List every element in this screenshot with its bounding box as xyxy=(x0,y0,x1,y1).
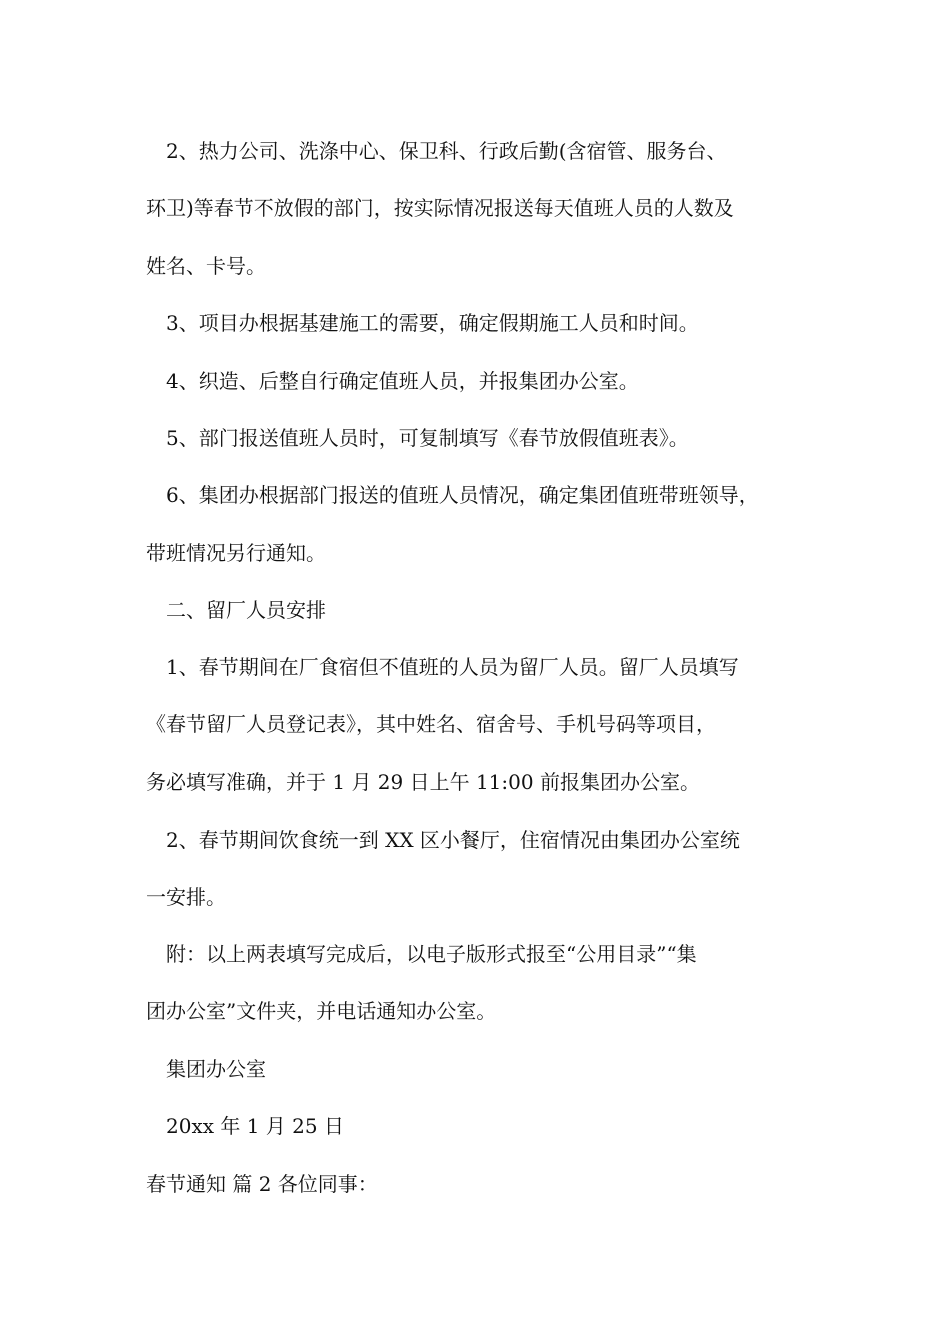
paragraph-line: 带班情况另行通知。 xyxy=(146,541,326,565)
paragraph-line: 环卫)等春节不放假的部门，按实际情况报送每天值班人员的人数及 xyxy=(146,196,734,220)
paragraph-line: 一安排。 xyxy=(146,885,226,909)
paragraph-line: 《春节留厂人员登记表》，其中姓名、宿舍号、手机号码等项目， xyxy=(146,712,716,736)
paragraph-line: 2、热力公司、洗涤中心、保卫科、行政后勤(含宿管、服务台、 xyxy=(166,139,727,163)
paragraph-line: 附：以上两表填写完成后，以电子版形式报至“公用目录”“集 xyxy=(166,942,697,966)
paragraph-line: 6、集团办根据部门报送的值班人员情况，确定集团值班带班领导， xyxy=(166,483,759,507)
signature-date: 20xx 年 1 月 25 日 xyxy=(166,1114,344,1138)
paragraph-line: 2、春节期间饮食统一到 XX 区小餐厅，住宿情况由集团办公室统 xyxy=(166,828,740,852)
signature-org: 集团办公室 xyxy=(166,1057,266,1081)
paragraph-line: 1、春节期间在厂食宿但不值班的人员为留厂人员。留厂人员填写 xyxy=(166,655,739,679)
paragraph-line: 3、项目办根据基建施工的需要，确定假期施工人员和时间。 xyxy=(166,311,699,335)
next-section-title: 春节通知 篇 2 各位同事： xyxy=(146,1172,378,1196)
paragraph-line: 5、部门报送值班人员时，可复制填写《春节放假值班表》。 xyxy=(166,426,689,450)
paragraph-line: 团办公室”文件夹，并电话通知办公室。 xyxy=(146,999,497,1023)
paragraph-line: 务必填写准确，并于 1 月 29 日上午 11:00 前报集团办公室。 xyxy=(146,770,700,794)
section-heading: 二、留厂人员安排 xyxy=(166,598,326,622)
paragraph-line: 姓名、卡号。 xyxy=(146,254,266,278)
paragraph-line: 4、织造、后整自行确定值班人员，并报集团办公室。 xyxy=(166,369,639,393)
